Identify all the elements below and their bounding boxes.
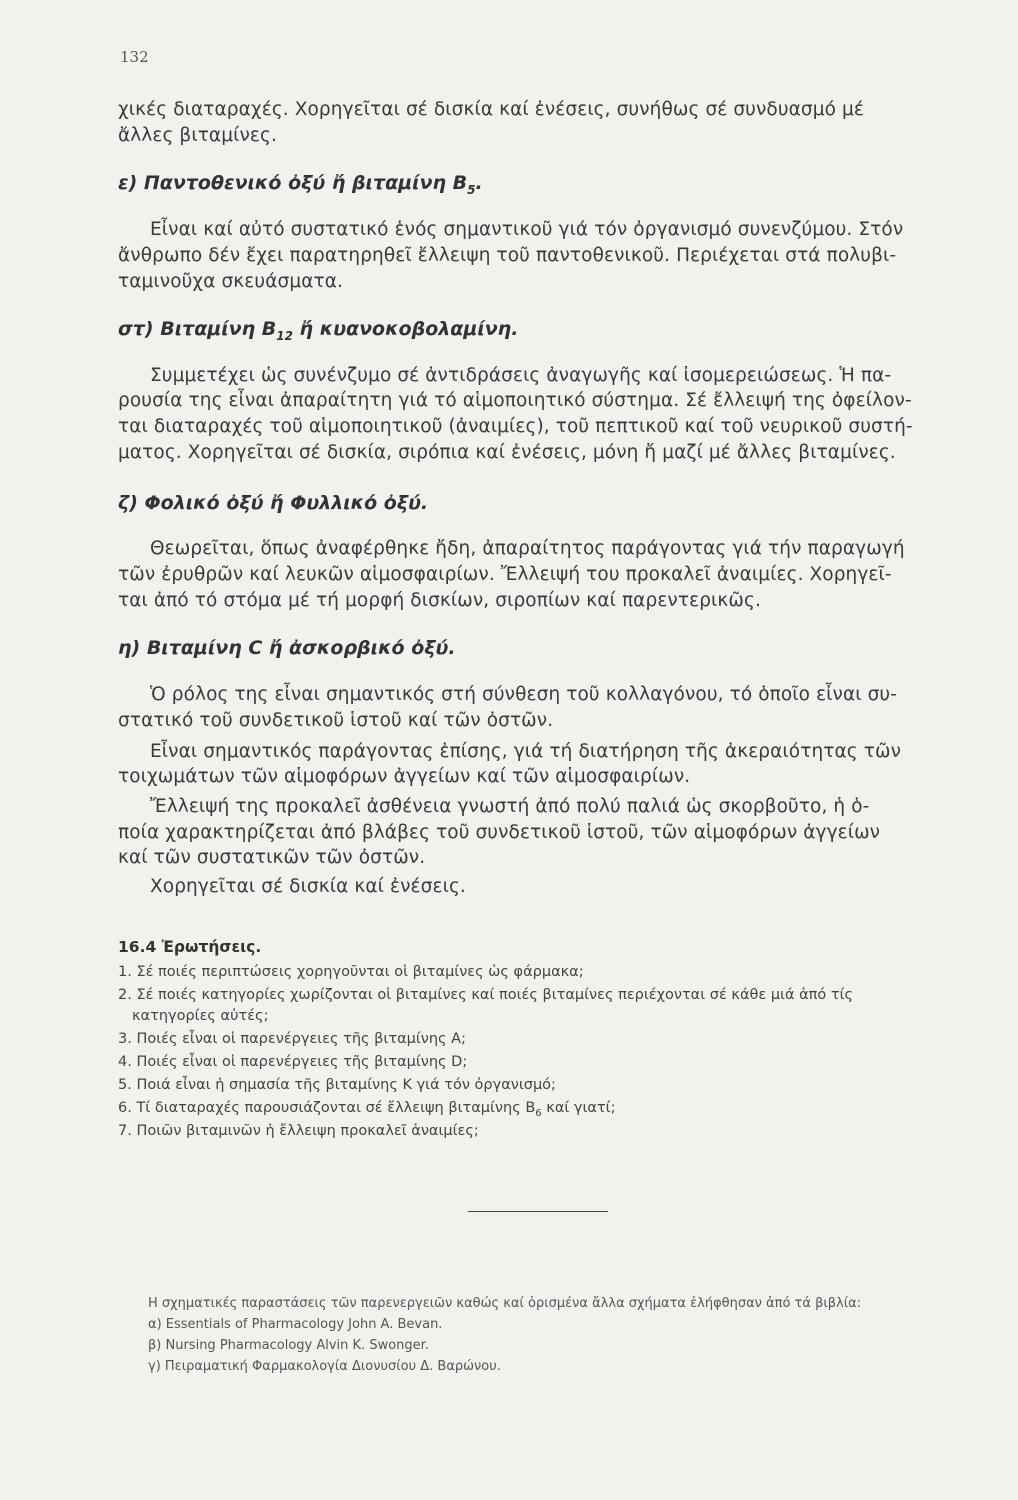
paragraph-line: τῶν ἐρυθρῶν καί λευκῶν αἱμοσφαιρίων. Ἔλλειψή του προκαλεῖ ἀναιμίες. Χορηγεῖ- — [118, 564, 892, 585]
paragraph-line: ποία χαρακτηρίζεται ἀπό βλάβες τοῦ συνδετικοῦ ἱστοῦ, τῶν αἱμοφόρων ἀγγείων — [118, 822, 881, 843]
footnote-line: α) Essentials of Pharmacology John A. Bevan. — [148, 1317, 443, 1332]
paragraph-line: Εἶναι σημαντικός παράγοντας ἐπίσης, γιά τή διατήρηση τῆς ἀκεραιότητας τῶν — [150, 741, 902, 762]
footnote-line: Η σχηματικές παραστάσεις τῶν παρενεργειῶν καθώς καί ὁρισμένα ἄλλα σχήματα ἐλήφθησαν ἀπό τά βιβλία: — [148, 1296, 862, 1311]
question-item-continued: κατηγορίες αὐτές; — [132, 1008, 269, 1024]
page-number: 132 — [120, 48, 149, 66]
question-item: 6. Τί διαταραχές παρουσιάζονται σέ ἔλλειψη βιταμίνης $B_6$ καί γιατί; — [118, 1100, 616, 1119]
paragraph-line: στατικό τοῦ συνδετικοῦ ἱστοῦ καί τῶν ὀστῶν. — [118, 710, 554, 731]
question-item: 1. Σέ ποιές περιπτώσεις χορηγοῦνται οἱ βιταμίνες ὡς φάρμακα; — [118, 964, 584, 980]
paragraph-line: Θεωρεῖται, ὅπως ἀναφέρθηκε ἤδη, ἀπαραίτητος παράγοντας γιά τήν παραγωγή — [150, 538, 905, 559]
paragraph-line: ἄνθρωπο δέν ἔχει παρατηρηθεῖ ἔλλειψη τοῦ παντοθενικοῦ. Περιέχεται στά πολυβι- — [118, 245, 897, 266]
paragraph-line: τοιχωμάτων τῶν αἱμοφόρων ἀγγείων καί τῶν αἱμοσφαιρίων. — [118, 766, 691, 787]
paragraph-line: Χορηγεῖται σέ δισκία καί ἐνέσεις. — [150, 876, 466, 897]
section-heading-b12: στ) Βιταμίνη $B_{12}$ ἤ κυανοκοβολαμίνη. — [118, 318, 519, 343]
paragraph-line: καί τῶν συστατικῶν τῶν ὀστῶν. — [118, 847, 426, 868]
paragraph-line: ται ἀπό τό στόμα μέ τή μορφή δισκίων, σιροπίων καί παρεντερικῶς. — [118, 590, 761, 611]
questions-title: 16.4 Ἐρωτήσεις. — [118, 938, 262, 956]
footnote-line: γ) Πειραματική Φαρμακολογία Διονυσίου Δ. Βαρώνου. — [148, 1359, 501, 1374]
section-heading-pantothenic: ε) Παντοθενικό ὀξύ ἤ βιταμίνη $B_5$. — [118, 172, 483, 197]
question-item: 4. Ποιές εἶναι οἱ παρενέργειες τῆς βιταμίνης D; — [118, 1054, 468, 1070]
question-item: 7. Ποιῶν βιταμινῶν ἡ ἔλλειψη προκαλεῖ ἀναιμίες; — [118, 1123, 479, 1139]
footnote-divider — [468, 1211, 608, 1212]
section-heading-vitamin-c: η) Βιταμίνη C ἤ ἀσκορβικό ὀξύ. — [118, 637, 456, 659]
paragraph-line: ταμινοῦχα σκευάσματα. — [118, 271, 344, 292]
paragraph-line: Συμμετέχει ὡς συνένζυμο σέ ἀντιδράσεις ἀναγωγῆς καί ἰσομερειώσεως. Ἡ πα- — [150, 365, 892, 386]
section-heading-folic: ζ) Φολικό ὀξύ ἤ Φυλλικό ὀξύ. — [118, 492, 429, 514]
paragraph-line: Εἶναι καί αὐτό συστατικό ἑνός σημαντικοῦ γιά τόν ὀργανισμό συνενζύμου. Στόν — [150, 219, 904, 240]
paragraph-line: Ἔλλειψή της προκαλεῖ ἀσθένεια γνωστή ἀπό πολύ παλιά ὡς σκορβοῦτο, ἡ ὁ- — [150, 796, 870, 817]
question-item: 2. Σέ ποιές κατηγορίες χωρίζονται οἱ βιταμίνες καί ποιές βιταμίνες περιέχονται σέ κάθε μιά ἀπό τίς — [118, 987, 854, 1003]
question-item: 3. Ποιές εἶναι οἱ παρενέργειες τῆς βιταμίνης A; — [118, 1031, 466, 1047]
paragraph-line: Ὁ ρόλος της εἶναι σημαντικός στή σύνθεση τοῦ κολλαγόνου, τό ὁποῖο εἶναι συ- — [150, 684, 898, 705]
intro-line: ἄλλες βιταμίνες. — [118, 125, 277, 146]
footnote-line: β) Nursing Pharmacology Alvin K. Swonger. — [148, 1338, 429, 1353]
paragraph-line: ται διαταραχές τοῦ αἱμοποιητικοῦ (ἀναιμίες), τοῦ πεπτικοῦ καί τοῦ νευρικοῦ συστή- — [118, 416, 913, 437]
question-item: 5. Ποιά εἶναι ἡ σημασία τῆς βιταμίνης K γιά τόν ὀργανισμό; — [118, 1077, 556, 1093]
intro-line: χικές διαταραχές. Χορηγεῖται σέ δισκία καί ἐνέσεις, συνήθως σέ συνδυασμό μέ — [118, 99, 864, 120]
paragraph-line: ματος. Χορηγεῖται σέ δισκία, σιρόπια καί ἐνέσεις, μόνη ἤ μαζί μέ ἄλλες βιταμίνες. — [118, 442, 896, 463]
paragraph-line: ρουσία της εἶναι ἀπαραίτητη γιά τό αἱμοποιητικό σύστημα. Σέ ἔλλειψή της ὀφείλον- — [118, 390, 912, 411]
